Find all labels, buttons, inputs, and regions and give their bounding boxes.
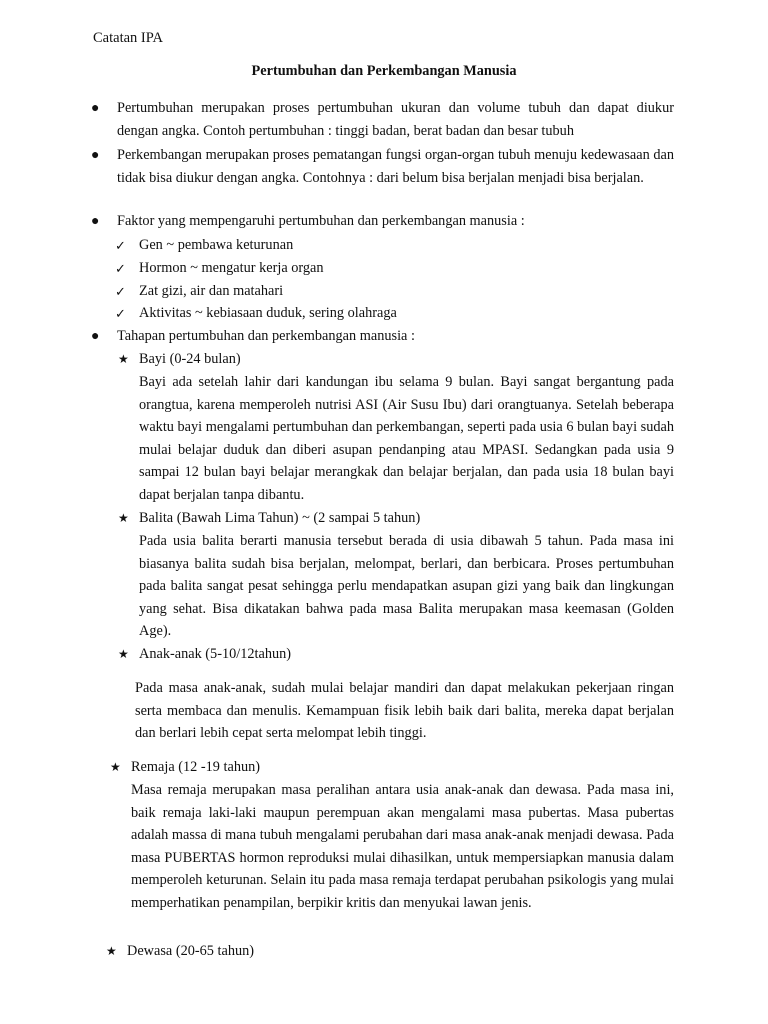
bullet-text: Tahapan pertumbuhan dan perkembangan manusia : [117,328,415,344]
stage-paragraph: Pada usia balita berarti manusia tersebut berada di usia dibawah 5 tahun. Pada masa ini biasanya balita sudah bisa berjalan, melompat, berlari, dan berbicara. Proses pertumbuhan pada balita sangat pesat sehingga perlu mendapatkan asupan gizi yang baik dan lingkungan yang sehat. Bisa dikatakan bahwa pada masa Balita merupakan masa keemasan (Golden Age). [139,533,674,640]
stage-heading-text: Balita (Bawah Lima Tahun) ~ (2 sampai 5 tahun) [139,510,421,526]
star-icon: ★ [118,511,129,525]
stage-heading [106,940,255,963]
stage-paragraph: Bayi ada setelah lahir dari kandungan ibu selama 9 bulan. Bayi sangat bergantung pada orangtua, karena memperoleh nutrisi ASI (Air Susu Ibu) dari orangtuanya. Setelah beberapa waktu bayi mengalami pertumbuhan dan perkembangan, seperti pada usia 6 bulan bayi sudah mulai belajar duduk dan diberi asupan pendanping atau MPASI. Sedangkan pada usia 9 sampai 12 bulan bayi belajar merangkak dan belajar berjalan, dan pada usia 18 bulan bayi dapat berjalan tanpa dibantu. [139,374,674,503]
checkmark-icon: ✓ [115,284,126,299]
factor-text: Gen ~ pembawa keturunan [139,237,294,253]
factor-text: Zat gizi, air dan matahari [139,283,284,299]
stage-heading-text: Remaja (12 -19 tahun) [131,759,261,775]
bullet-text: Perkembangan merupakan proses pematangan fungsi organ-organ tubuh menuju kedewasaan dan tidak bisa diukur dengan angka. Contohnya : dari belum bisa berjalan menjadi bisa berjalan. [117,147,674,186]
factor-text: Aktivitas ~ kebiasaan duduk, sering olahraga [139,305,397,321]
bullet-dot-icon: ● [91,214,100,229]
star-icon: ★ [118,352,129,366]
factor-text: Hormon ~ mengatur kerja organ [139,260,324,276]
bullet-item [91,210,674,233]
star-icon: ★ [106,944,117,958]
bullet-text: Pertumbuhan merupakan proses pertumbuhan ukuran dan volume tubuh dan dapat diukur dengan angka. Contoh pertumbuhan : tinggi badan, berat badan dan besar tubuh [117,100,674,139]
factor-item [115,257,674,280]
stage-paragraph: Masa remaja merupakan masa peralihan antara usia anak-anak dan dewasa. Pada masa ini, baik remaja laki-laki maupun perempuan akan mengalami masa pubertas. Masa pubertas adalah massa di mana tubuh mengalami perubahan dari masa anak-anak menjadi dewasa. Pada masa PUBERTAS hormon reproduksi mulai dihasilkan, untuk mempersiapkan manusia dalam memperoleh keturunan. Selain itu pada masa remaja terdapat perubahan psikologis yang mulai memperhatikan penampilan, berpikir kritis dan menyukai lawan jenis. [131,782,674,911]
bullet-text: Faktor yang mempengaruhi pertumbuhan dan perkembangan manusia : [117,213,525,229]
stage-paragraph: Pada masa anak-anak, sudah mulai belajar mandiri dan dapat melakukan pekerjaan ringan serta membaca dan menulis. Kemampuan fisik lebih baik dari balita, mereka dapat berjalan dan berlari lebih cepat serta melompat lebih tinggi. [135,680,674,742]
checkmark-icon: ✓ [115,306,126,321]
bullet-dot-icon: ● [91,148,100,163]
stage-heading-text: Anak-anak (5-10/12tahun) [139,646,292,662]
factor-item [115,302,674,325]
stage-heading [118,507,421,530]
factor-item [115,280,674,303]
header-label: Catatan IPA [93,30,163,46]
stage-heading [118,643,292,666]
stage-heading-text: Bayi (0-24 bulan) [139,351,241,367]
bullet-item [91,144,674,190]
factor-item [115,234,674,257]
stage-heading-text: Dewasa (20-65 tahun) [127,943,255,959]
checkmark-icon: ✓ [115,238,126,253]
document-title: Pertumbuhan dan Perkembangan Manusia [251,63,517,79]
bullet-dot-icon: ● [91,101,100,116]
stage-heading [118,348,241,371]
checkmark-icon: ✓ [115,261,126,276]
bullet-item [91,325,674,348]
star-icon: ★ [110,760,121,774]
stage-heading [110,756,261,779]
bullet-dot-icon: ● [91,329,100,344]
star-icon: ★ [118,647,129,661]
bullet-item [91,97,674,143]
